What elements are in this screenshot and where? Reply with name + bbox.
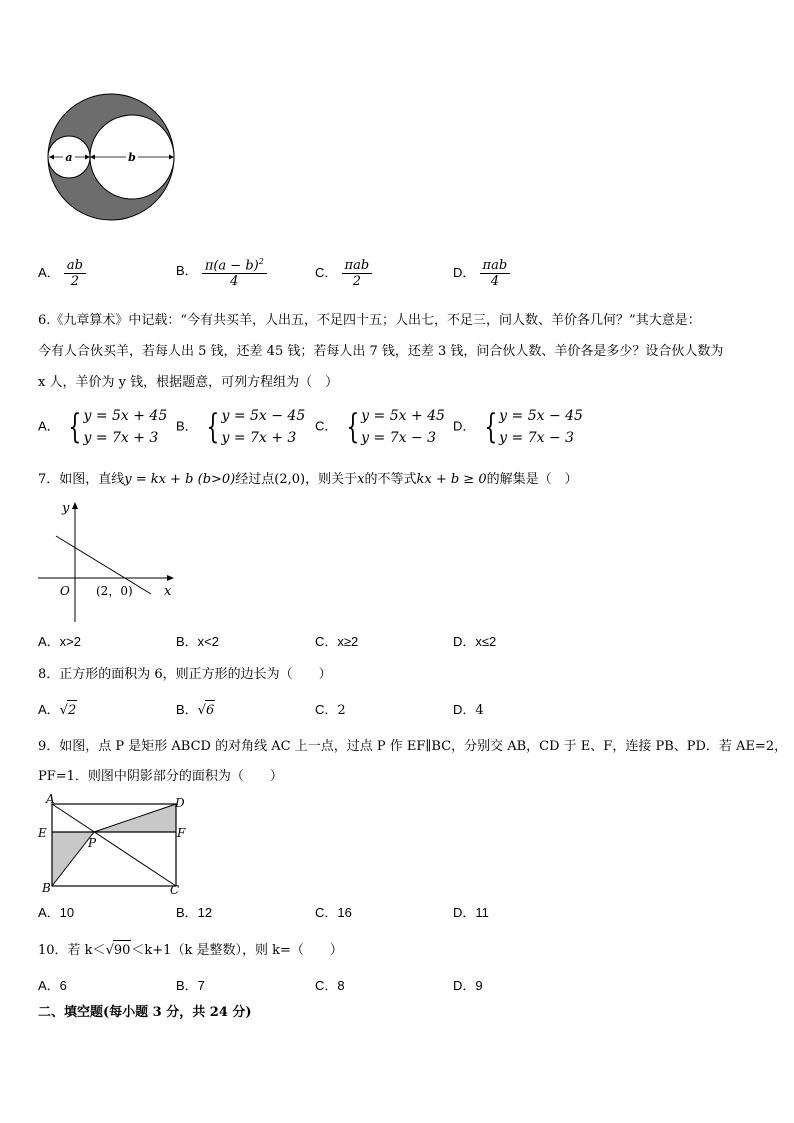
q9-stem-line2: PF=1．则图中阴影部分的面积为（ ） xyxy=(38,769,283,784)
q10-option-d[interactable]: D．9 xyxy=(453,978,483,993)
q10-option-c[interactable]: C．8 xyxy=(315,978,345,993)
q6-stem-line1: 6.《九章算术》中记载：“今有共买羊，人出五，不足四十五；人出七，不足三，问人数、羊价各几何？”其大意是： xyxy=(38,313,701,328)
label-b: b xyxy=(128,151,136,164)
equation-system: { y = 5x + 45 y = 7x + 3 xyxy=(68,407,168,447)
q10-stem: 10．若 k＜√90＜k+1（k 是整数），则 k=（ ） xyxy=(38,940,343,961)
vertex-c: C xyxy=(170,883,180,896)
vertex-a: A xyxy=(46,792,55,806)
q9-option-b[interactable]: B．12 xyxy=(176,905,213,920)
q5-option-b[interactable]: B． $\frac{\pi(a - b)^2}{4}$ xyxy=(176,254,267,289)
q6-stem-line2: 今有人合伙买羊，若每人出 5 钱，还差 45 钱；若每人出 7 钱，还差 3 钱，问合伙人数、羊价各是多少？设合伙人数为 xyxy=(38,344,724,359)
point-f: F xyxy=(177,826,186,840)
q7-option-a[interactable]: A．x>2 xyxy=(38,634,81,649)
q7-stem: 7．如图，直线y = kx + b (b>0)经过点(2,0)，则关于x的不等式kx + b ≥ 0的解集是（ ） xyxy=(38,472,578,487)
q8-option-d[interactable]: D．4 xyxy=(453,702,484,718)
equation-system: { y = 5x + 45 y = 7x − 3 xyxy=(345,407,445,447)
q7-graph xyxy=(36,498,181,626)
fraction: $\frac{\pi(a - b)^2}{4}$ xyxy=(202,254,267,289)
q6-option-b[interactable]: B． { y = 5x − 45 y = 7x + 3 xyxy=(176,407,306,447)
q10-option-b[interactable]: B．7 xyxy=(176,978,205,993)
q7-option-c[interactable]: C．x≥2 xyxy=(315,634,359,649)
point-e: E xyxy=(38,826,47,840)
q8-stem: 8．正方形的面积为 6，则正方形的边长为（ ） xyxy=(38,667,332,682)
q6-stem-line3: x 人，羊价为 y 钱，根据题意，可列方程组为（ ） xyxy=(38,375,339,390)
y-axis-label: y xyxy=(62,501,70,516)
q5-option-d[interactable]: D． $\frac{\text{πab}}{4}$ xyxy=(453,258,510,289)
section-heading: 二、填空题(每小题 3 分，共 24 分) xyxy=(38,1005,252,1020)
fraction: $\frac{\text{πab}}{4}$ xyxy=(480,258,511,289)
q7-option-b[interactable]: B．x<2 xyxy=(176,634,219,649)
equation-system: { y = 5x − 45 y = 7x − 3 xyxy=(483,407,583,447)
q6-option-d[interactable]: D． { y = 5x − 45 y = 7x − 3 xyxy=(453,407,583,447)
label-a: a xyxy=(65,151,73,164)
q5-option-a[interactable]: A． $\frac{ab}{2}$ xyxy=(38,258,86,289)
equation-system: { y = 5x − 45 y = 7x + 3 xyxy=(206,407,306,447)
q9-stem-line1: 9．如图，点 P 是矩形 ABCD 的对角线 AC 上一点，过点 P 作 EF∥BC，分别交 AB，CD 于 E、F，连接 PB、PD．若 AE=2， xyxy=(38,739,788,754)
q6-option-c[interactable]: C． { y = 5x + 45 y = 7x − 3 xyxy=(315,407,445,447)
q10-option-a[interactable]: A．6 xyxy=(38,978,67,993)
q8-option-a[interactable]: A．√2 xyxy=(38,700,77,721)
q6-option-a[interactable]: A． { y = 5x + 45 y = 7x + 3 xyxy=(38,407,168,447)
circle-figure xyxy=(44,92,180,222)
point-p: P xyxy=(88,836,97,850)
q5-option-c[interactable]: C． $\frac{\text{πab}}{2}$ xyxy=(315,258,372,289)
q9-option-a[interactable]: A．10 xyxy=(38,905,75,920)
fraction: $\frac{ab}{2}$ xyxy=(64,258,86,289)
vertex-d: D xyxy=(175,796,185,810)
q9-option-d[interactable]: D．11 xyxy=(453,905,489,920)
vertex-b: B xyxy=(42,881,51,895)
q9-rectangle-figure xyxy=(36,792,192,896)
point-label: (2，0) xyxy=(96,584,133,598)
origin-label: O xyxy=(60,584,70,598)
q7-option-d[interactable]: D．x≤2 xyxy=(453,634,497,649)
q8-option-c[interactable]: C．2 xyxy=(315,702,346,718)
q9-option-c[interactable]: C．16 xyxy=(315,905,352,920)
q8-option-b[interactable]: B．√6 xyxy=(176,700,215,721)
x-axis-label: x xyxy=(164,584,172,599)
fraction: $\frac{\text{πab}}{2}$ xyxy=(342,258,373,289)
